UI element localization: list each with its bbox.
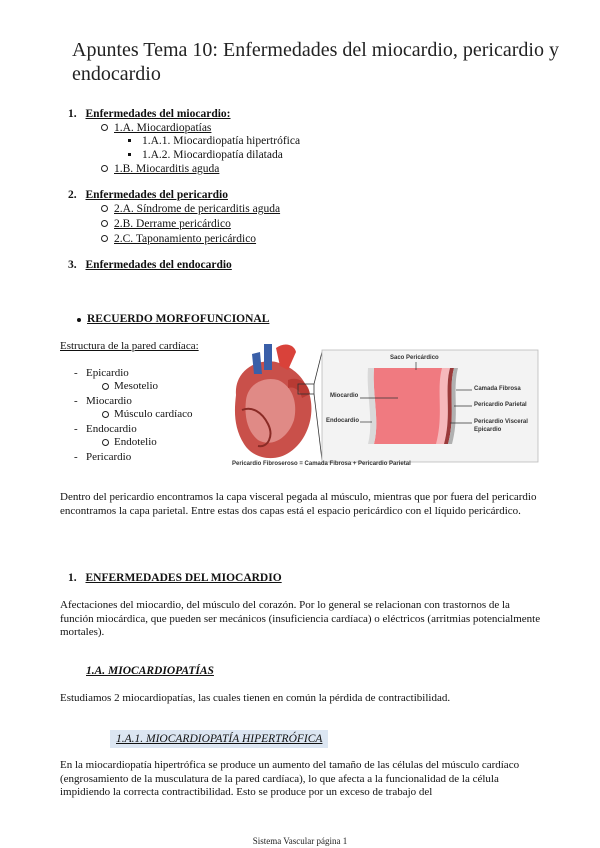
layer-dash: - <box>74 367 78 379</box>
toc-section-1b[interactable]: 1.B. Miocarditis aguda <box>114 163 220 175</box>
layer-endocardio: Endocardio <box>86 423 137 435</box>
paragraph-pericardio: Dentro del pericardio encontramos la capa visceral pegada al músculo, mientras que por fuera del pericardio encontramos la capa parietal. Entre estas dos capas está el espacio pericárdico con el líquido pericárdico. <box>60 491 537 517</box>
toc-section-2b[interactable]: 2.B. Derrame pericárdico <box>114 218 231 230</box>
toc-section-3-label[interactable]: Enfermedades del endocardio <box>85 259 232 271</box>
layer-musculo: Músculo cardíaco <box>114 408 193 420</box>
toc-section-2-label[interactable]: Enfermedades del pericardio <box>85 189 228 201</box>
layer-endotelio: Endotelio <box>114 436 157 448</box>
circle-bullet-icon <box>102 411 109 418</box>
layer-miocardio: Miocardio <box>86 395 132 407</box>
circle-bullet-icon <box>101 165 108 172</box>
layer-pericardio: Pericardio <box>86 451 132 463</box>
fig-label-endocardio: Endocardio <box>326 418 360 424</box>
toc-section-2 <box>68 188 228 202</box>
layer-mesotelio: Mesotelio <box>114 380 158 392</box>
toc-section-2-num: 2. <box>68 189 77 201</box>
layer-dash: - <box>74 395 78 407</box>
page-footer: Sistema Vascular página 1 <box>252 836 348 846</box>
layer-dash: - <box>74 451 78 463</box>
square-bullet-icon <box>128 153 131 156</box>
fig-label-saco: Saco Pericárdico <box>390 355 439 361</box>
paragraph-hipertrofica: En la miocardiopatía hipertrófica se produce un aumento del tamaño de las células del músculo cardíaco (engrosamiento de la musculatura de la pared cardíaca), lo que afecta a la funcionalidad de la célula impidiendo la correcta contractibilidad. Esto se produce por un exceso de trabajo del <box>60 759 520 799</box>
fig-label-epicardio: Epicardio <box>474 427 502 433</box>
fig-label-miocardio: Miocardio <box>330 393 359 399</box>
recuerdo-heading: RECUERDO MORFOFUNCIONAL <box>87 313 270 325</box>
section-1a-heading: 1.A. MIOCARDIOPATÍAS <box>86 665 214 677</box>
page-title: Apuntes Tema 10: Enfermedades del miocardio, pericardio y endocardio <box>72 39 559 85</box>
heart-illustration <box>235 344 314 458</box>
fig-label-visceral: Pericardio Visceral <box>474 419 528 425</box>
circle-bullet-icon <box>101 235 108 242</box>
toc-section-3 <box>68 258 232 272</box>
square-bullet-icon <box>128 139 131 142</box>
paragraph-miocardio: Afectaciones del miocardio, del músculo del corazón. Por lo general se relacionan con trastornos de la función miocárdica, que pueden ser mecánicos (insuficiencia cardíaca) o eléctricos (arritmias potencialmente mortales). <box>60 599 541 639</box>
circle-bullet-icon <box>102 439 109 446</box>
paragraph-miocardiopatias: Estudiamos 2 miocardiopatías, las cuales tienen en común la pérdida de contractibilidad. <box>60 692 451 704</box>
section-1-heading <box>68 571 282 585</box>
circle-bullet-icon <box>101 220 108 227</box>
section-1a1-heading: 1.A.1. MIOCARDIOPATÍA HIPERTRÓFICA <box>110 730 328 748</box>
fig-label-parietal: Pericardio Parietal <box>474 402 527 408</box>
dot-bullet-icon <box>77 318 81 322</box>
toc-section-1a[interactable]: 1.A. Miocardiopatías <box>114 122 212 134</box>
toc-section-1-label[interactable]: Enfermedades del miocardio: <box>85 108 231 120</box>
toc-section-1a2[interactable]: 1.A.2. Miocardiopatía dilatada <box>142 149 283 161</box>
toc-section-1 <box>68 107 231 121</box>
circle-bullet-icon <box>101 124 108 131</box>
circle-bullet-icon <box>102 383 109 390</box>
fig-caption: Pericardio Fibroseroso = Camada Fibrosa + Pericardio Parietal <box>232 461 411 467</box>
section-1-num: 1. <box>68 572 77 584</box>
toc-section-2c[interactable]: 2.C. Taponamiento pericárdico <box>114 233 257 245</box>
toc-section-2a[interactable]: 2.A. Síndrome de pericarditis aguda <box>114 203 281 215</box>
estructura-label: Estructura de la pared cardíaca: <box>60 340 199 352</box>
toc-section-3-num: 3. <box>68 259 77 271</box>
toc-section-1a1[interactable]: 1.A.1. Miocardiopatía hipertrófica <box>142 135 301 147</box>
layer-epicardio: Epicardio <box>86 367 129 379</box>
layer-dash: - <box>74 423 78 435</box>
fig-label-camada: Camada Fibrosa <box>474 386 521 392</box>
circle-bullet-icon <box>101 205 108 212</box>
toc-section-1-num: 1. <box>68 108 77 120</box>
section-1-label: ENFERMEDADES DEL MIOCARDIO <box>85 572 282 584</box>
